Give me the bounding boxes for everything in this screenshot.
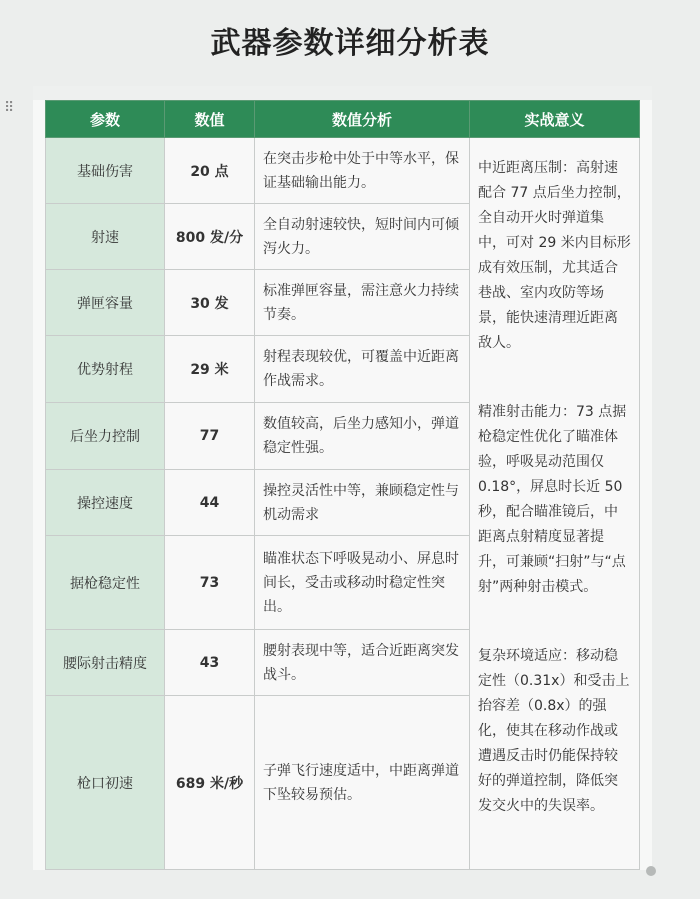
value-cell: 43: [165, 630, 255, 696]
analysis-cell: 数值较高，后坐力感知小，弹道稳定性强。: [255, 403, 470, 470]
value-cell: 20 点: [165, 138, 255, 204]
analysis-cell: 全自动射速较快，短时间内可倾泻火力。: [255, 204, 470, 270]
param-cell: 基础伤害: [46, 138, 165, 204]
table-top-gap: [33, 86, 652, 100]
header-analysis: 数值分析: [255, 101, 470, 138]
header-meaning: 实战意义: [470, 101, 640, 138]
analysis-cell: 瞄准状态下呼吸晃动小、屏息时间长，受击或移动时稳定性突出。: [255, 536, 470, 630]
meaning-paragraph-environment: 复杂环境适应：移动稳定性（0.31x）和受击上抬容差（0.8x）的强化，使其在移动作战或遭遇反击时仍能保持较好的弹道控制，降低突发交火中的失误率。: [478, 648, 630, 814]
analysis-cell: 标准弹匣容量，需注意火力持续节奏。: [255, 270, 470, 336]
param-cell: 射速: [46, 204, 165, 270]
header-param: 参数: [46, 101, 165, 138]
table-header-row: [46, 101, 640, 138]
meaning-paragraph-precision: 精准射击能力：73 点据枪稳定性优化了瞄准体验，呼吸晃动范围仅 0.18°，屏息时长近 50 秒，配合瞄准镜后，中距离点射精度显著提升，可兼顾“扫射”与“点射”两种射击模式。: [478, 404, 627, 595]
meaning-cell: [470, 138, 640, 870]
table-container: [33, 86, 652, 870]
param-cell: 后坐力控制: [46, 403, 165, 470]
value-cell: 73: [165, 536, 255, 630]
analysis-cell: 腰射表现中等，适合近距离突发战斗。: [255, 630, 470, 696]
param-cell: 腰际射击精度: [46, 630, 165, 696]
value-cell: 689 米/秒: [165, 696, 255, 870]
drag-handle-icon[interactable]: ⠿: [4, 100, 15, 116]
value-cell: 30 发: [165, 270, 255, 336]
meaning-paragraph-close-range: 中近距离压制：高射速配合 77 点后坐力控制，全自动开火时弹道集中，可对 29 米内目标形成有效压制，尤其适合巷战、室内攻防等场景，能快速清理近距离敌人。: [478, 160, 631, 351]
param-cell: 弹匣容量: [46, 270, 165, 336]
table-row: [46, 138, 640, 204]
value-cell: 44: [165, 470, 255, 536]
header-value: 数值: [165, 101, 255, 138]
analysis-cell: 射程表现较优，可覆盖中近距离作战需求。: [255, 336, 470, 403]
value-cell: 800 发/分: [165, 204, 255, 270]
param-cell: 据枪稳定性: [46, 536, 165, 630]
page-title: 武器参数详细分析表: [210, 26, 490, 61]
table-resize-handle[interactable]: [646, 866, 656, 876]
param-cell: 操控速度: [46, 470, 165, 536]
param-cell: 优势射程: [46, 336, 165, 403]
param-cell: 枪口初速: [46, 696, 165, 870]
weapon-parameters-table: [45, 100, 640, 870]
analysis-cell: 在突击步枪中处于中等水平，保证基础输出能力。: [255, 138, 470, 204]
value-cell: 29 米: [165, 336, 255, 403]
value-cell: 77: [165, 403, 255, 470]
analysis-cell: 子弹飞行速度适中，中距离弹道下坠较易预估。: [255, 696, 470, 870]
analysis-cell: 操控灵活性中等，兼顾稳定性与机动需求: [255, 470, 470, 536]
